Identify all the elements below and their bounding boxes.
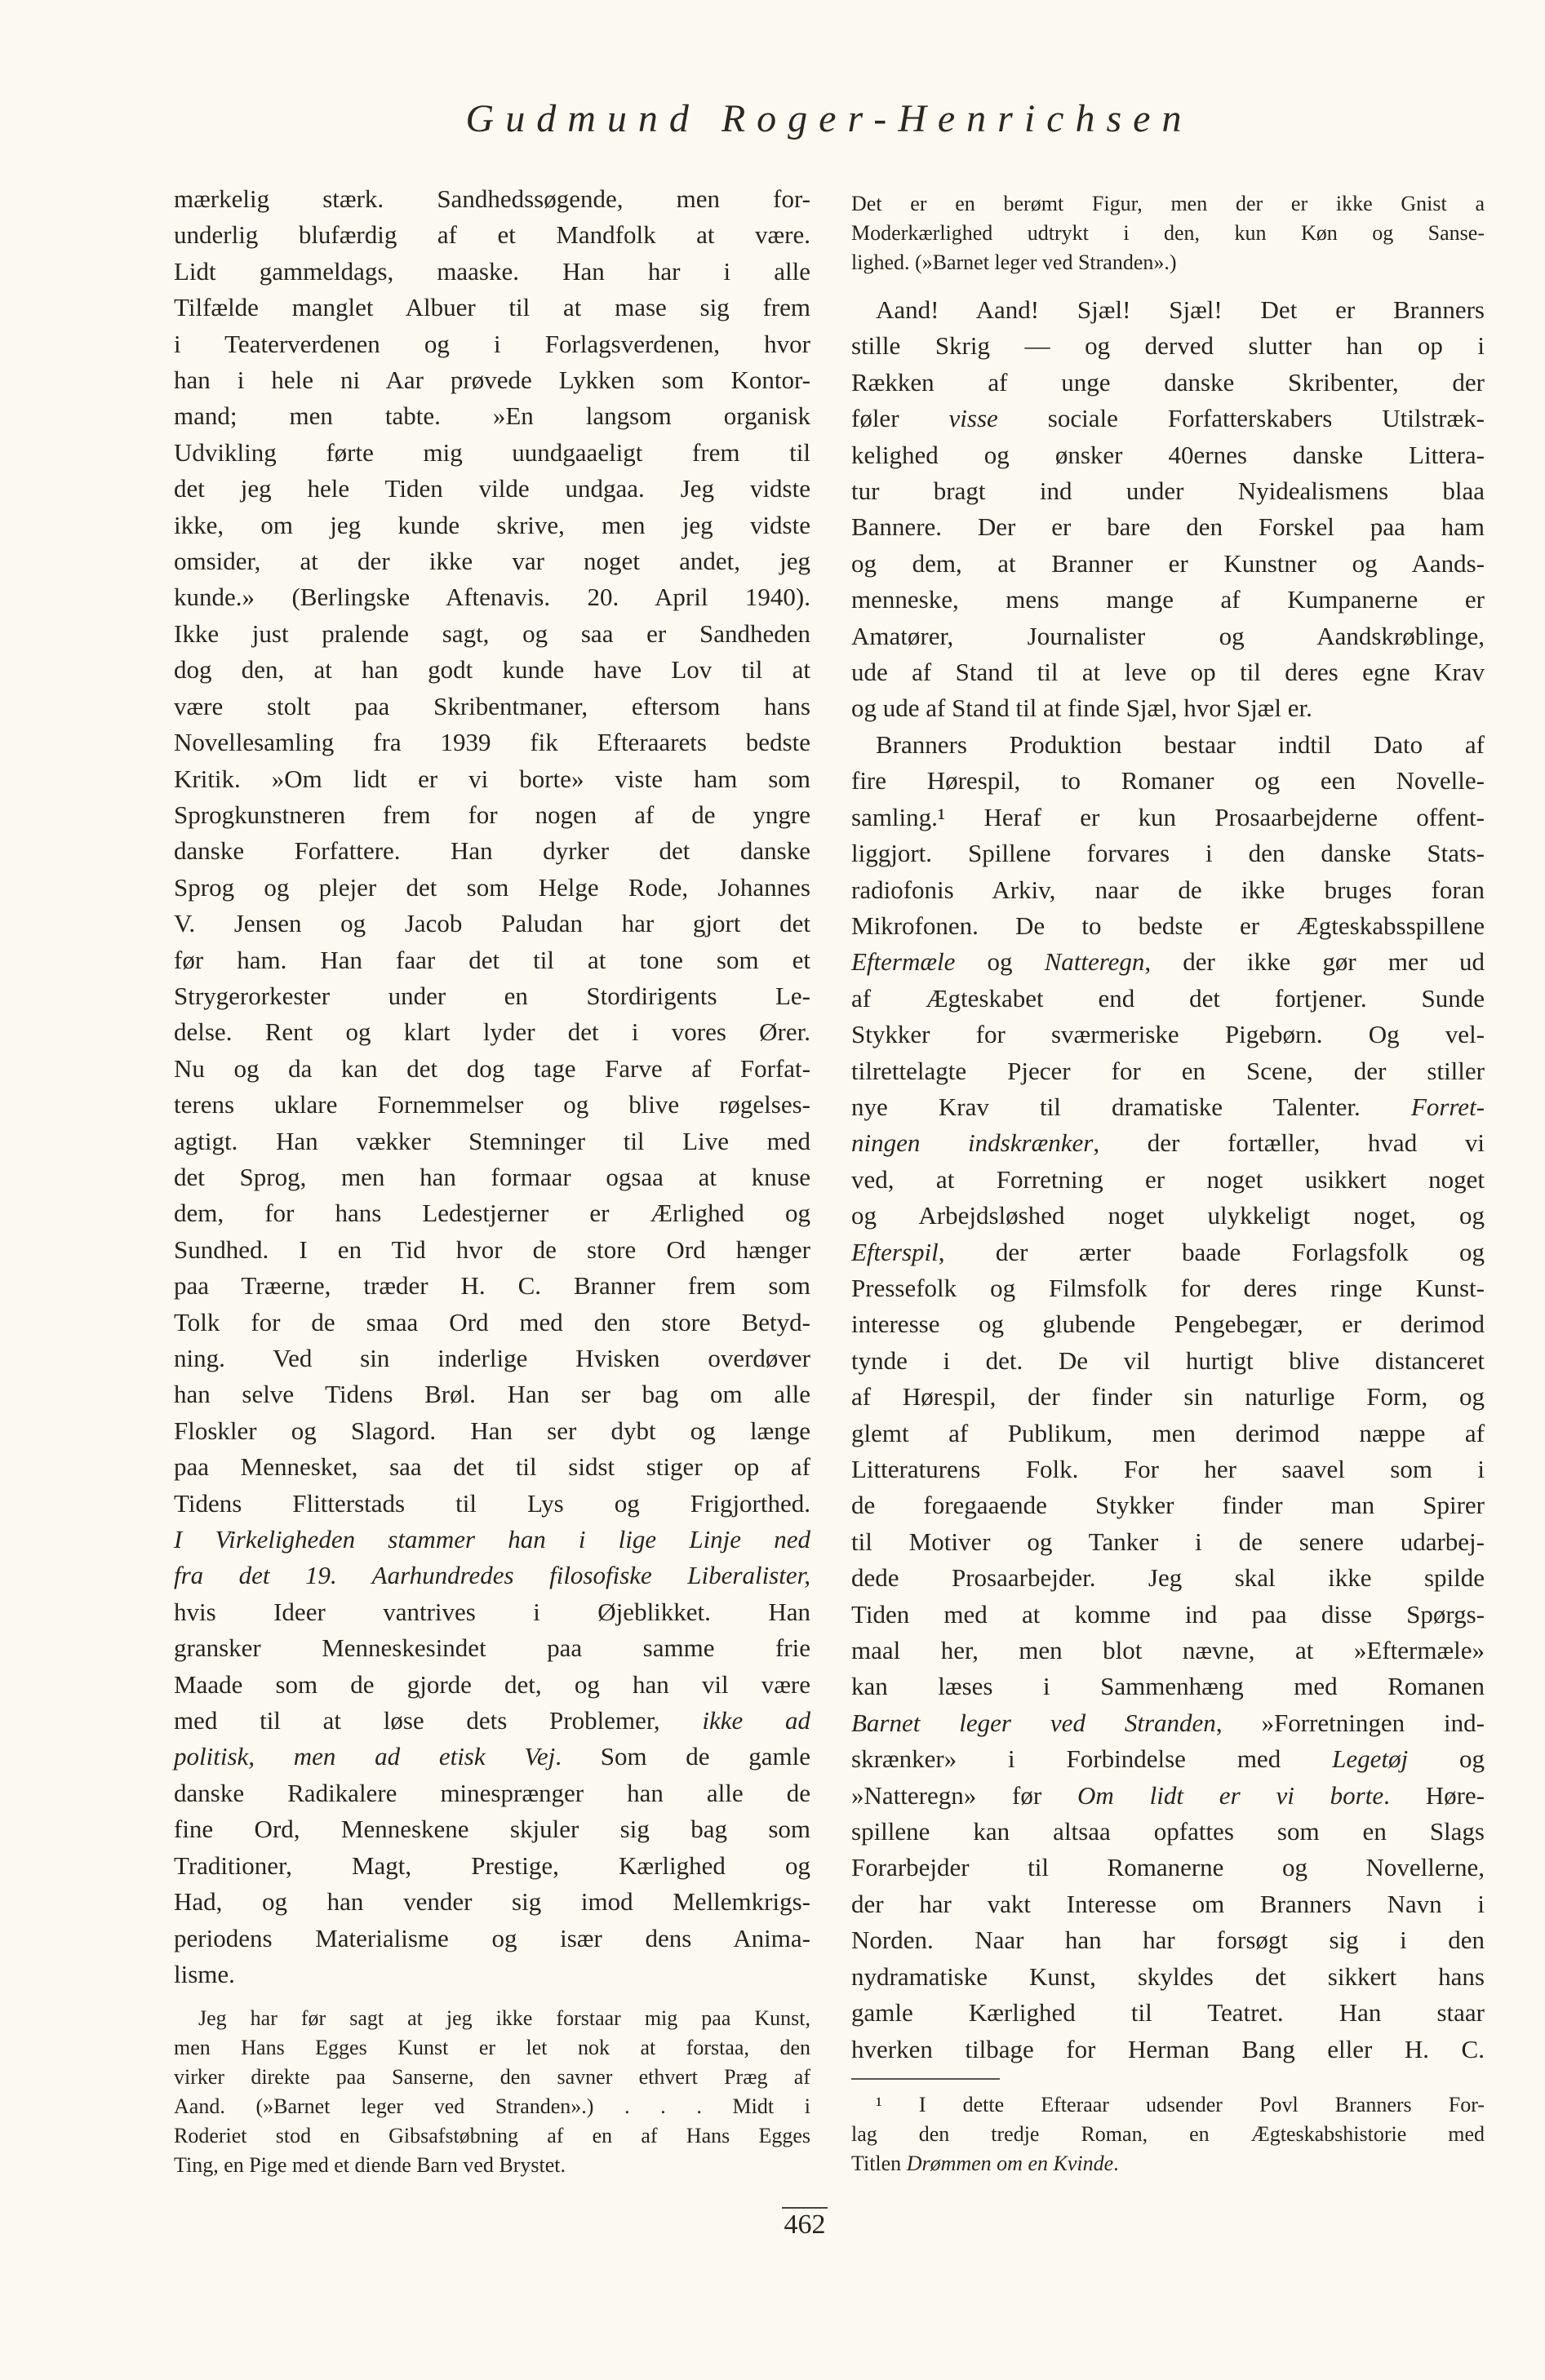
text-run: , der ikke gør mer ud bbox=[1144, 947, 1485, 977]
text-line bbox=[851, 1451, 1485, 1487]
text-run: Kritik. »Om lidt er vi borte» viste ham som bbox=[174, 764, 810, 793]
text-line bbox=[174, 181, 810, 217]
italic-text: visse bbox=[948, 404, 998, 433]
text-line bbox=[174, 761, 810, 797]
text-run: Pressefolk og Filmsfolk for deres ringe Kunst- bbox=[851, 1273, 1485, 1302]
text-run: nydramatiske Kunst, skyldes det sikkert hans bbox=[851, 1961, 1485, 1991]
text-line bbox=[851, 2032, 1485, 2068]
text-run: Ikke just pralende sagt, og saa er Sandheden bbox=[174, 618, 810, 648]
text-run: tilrettelagte Pjecer for en Scene, der stiller bbox=[851, 1056, 1485, 1085]
text-run: nye Krav til dramatiske Talenter. bbox=[851, 1092, 1411, 1121]
text-run: liggjort. Spillene forvares i den danske Stats- bbox=[851, 839, 1485, 868]
text-run: mærkelig stærk. Sandhedssøgende, men for- bbox=[174, 184, 810, 213]
text-run: paa Træerne, træder H. C. Branner frem som bbox=[174, 1271, 810, 1301]
text-run: og ude af Stand til at finde Sjæl, hvor Sjæl er. bbox=[851, 694, 1312, 723]
text-line bbox=[851, 1416, 1485, 1451]
text-line bbox=[174, 1413, 810, 1449]
text-line bbox=[851, 872, 1485, 908]
text-line bbox=[851, 1125, 1485, 1161]
text-run: Aand. (»Barnet leger ved Stranden».) . . . Midt i bbox=[174, 2094, 810, 2118]
text-run: ikke, om jeg kunde skrive, men jeg vidste bbox=[174, 510, 810, 539]
text-run: hvis Ideer vantrives i Øjeblikket. Han bbox=[174, 1597, 810, 1626]
text-run: Sprog og plejer det som Helge Rode, Johannes bbox=[174, 872, 810, 902]
text-run: hverken tilbage for Herman Bang eller H. C. bbox=[851, 2034, 1485, 2063]
text-run: Litteraturens Folk. For her saavel som i bbox=[851, 1455, 1485, 1483]
text-run: mand; men tabte. »En langsom organisk bbox=[174, 401, 810, 431]
text-line bbox=[174, 2092, 810, 2121]
left-column-body bbox=[174, 181, 810, 1992]
text-line bbox=[174, 1522, 810, 1558]
text-run: Tilfælde manglet Albuer til at mase sig frem bbox=[174, 293, 810, 322]
text-line bbox=[174, 2004, 810, 2033]
text-run: paa Mennesket, saa det til sidst stiger op af bbox=[174, 1452, 810, 1482]
text-run: terens uklare Fornemmelser og blive røgelses- bbox=[174, 1090, 810, 1119]
text-line bbox=[174, 2151, 810, 2180]
text-run: gransker Menneskesindet paa samme frie bbox=[174, 1633, 810, 1663]
text-run: ¹ I dette Efteraar udsender Povl Branners For- bbox=[876, 2093, 1485, 2116]
text-line bbox=[174, 652, 810, 688]
text-line bbox=[174, 1486, 810, 1522]
text-line bbox=[851, 328, 1485, 364]
text-run: glemt af Publikum, men derimod næppe af bbox=[851, 1418, 1485, 1447]
text-line bbox=[851, 981, 1485, 1017]
text-line bbox=[174, 1848, 810, 1884]
text-run: Jeg har før sagt at jeg ikke forstaar mig paa Kunst, bbox=[198, 2006, 810, 2030]
text-line bbox=[174, 1703, 810, 1739]
text-line bbox=[174, 290, 810, 326]
text-run: Branners Produktion bestaar indtil Dato af bbox=[876, 729, 1485, 759]
italic-text: Efterspil bbox=[851, 1237, 939, 1266]
text-run: periodens Materialisme og især dens Anima- bbox=[174, 1923, 810, 1952]
text-run: gamle Kærlighed til Teatret. Han staar bbox=[851, 1998, 1485, 2028]
text-run: Maade som de gjorde det, og han vil være bbox=[174, 1669, 810, 1699]
text-run: danske Radikalere minesprænger han alle de bbox=[174, 1778, 810, 1807]
paragraph bbox=[851, 189, 1485, 277]
text-line bbox=[851, 1524, 1485, 1560]
text-line bbox=[174, 1268, 810, 1304]
text-line bbox=[174, 797, 810, 833]
text-line bbox=[851, 219, 1485, 248]
text-run: det Sprog, men han formaar ogsaa at knuse bbox=[174, 1162, 810, 1191]
text-run: Rækken af unge danske Skribenter, der bbox=[851, 367, 1485, 397]
text-line bbox=[174, 1195, 810, 1231]
italic-text: Drømmen om en Kvinde bbox=[906, 2152, 1114, 2175]
text-run: og dem, at Branner er Kunstner og Aands- bbox=[851, 548, 1485, 578]
text-run: menneske, mens mange af Kumpanerne er bbox=[851, 585, 1485, 614]
text-run: Moderkærlighed udtrykt i den, kun Køn og Sanse- bbox=[851, 221, 1485, 245]
text-run: radiofonis Arkiv, naar de ikke bruges foran bbox=[851, 875, 1485, 904]
text-run: dede Prosaarbejder. Jeg skal ikke spilde bbox=[851, 1563, 1485, 1593]
footnote bbox=[851, 2090, 1485, 2178]
text-run: danske Forfattere. Han dyrker det danske bbox=[174, 836, 810, 866]
text-run: og bbox=[1408, 1744, 1485, 1774]
text-line bbox=[174, 2063, 810, 2092]
text-run: Det er en berømt Figur, men der er ikke Gnist a bbox=[851, 192, 1485, 215]
text-line bbox=[851, 1633, 1485, 1669]
text-line bbox=[174, 1739, 810, 1775]
text-line bbox=[174, 1811, 810, 1847]
italic-text: Forret- bbox=[1410, 1092, 1485, 1121]
text-run: ude af Stand til at leve op til deres egne Krav bbox=[851, 658, 1485, 687]
text-run: Tidens Flitterstads til Lys og Frigjorthed. bbox=[174, 1488, 810, 1518]
text-line bbox=[174, 1376, 810, 1412]
text-line bbox=[174, 543, 810, 579]
text-line bbox=[174, 435, 810, 471]
text-run: kunde.» (Berlingske Aftenavis. 20. April 1940). bbox=[174, 583, 810, 612]
text-line bbox=[851, 1487, 1485, 1523]
text-line bbox=[174, 942, 810, 978]
text-line bbox=[851, 690, 1485, 726]
text-line bbox=[851, 1234, 1485, 1270]
text-line bbox=[851, 1053, 1485, 1089]
text-line bbox=[851, 763, 1485, 799]
italic-text: Barnet leger ved Stranden bbox=[851, 1708, 1216, 1737]
text-line bbox=[851, 437, 1485, 473]
text-line bbox=[851, 2120, 1485, 2149]
text-line bbox=[174, 2121, 810, 2151]
text-line bbox=[851, 1886, 1485, 1922]
text-line bbox=[174, 471, 810, 507]
text-run: Bannere. Der er bare den Forskel paa ham bbox=[851, 512, 1485, 542]
text-run: før ham. Han faar det til at tone som et bbox=[174, 945, 810, 974]
text-run: Roderiet stod en Gibsafstøbning af en af Hans Egges bbox=[174, 2124, 810, 2147]
text-run: fire Hørespil, to Romaner og een Novelle- bbox=[851, 766, 1485, 796]
text-line bbox=[174, 507, 810, 543]
text-line bbox=[174, 1558, 810, 1593]
text-line bbox=[174, 362, 810, 398]
text-line bbox=[174, 1014, 810, 1050]
text-run: Floskler og Slagord. Han ser dybt og længe bbox=[174, 1416, 810, 1445]
text-line bbox=[851, 1922, 1485, 1958]
text-line bbox=[851, 1379, 1485, 1415]
text-run: fine Ord, Menneskene skjuler sig bag som bbox=[174, 1815, 810, 1844]
page-number: 462 bbox=[784, 2209, 826, 2240]
text-run: sociale Forfatterskabers Utilstræk- bbox=[997, 404, 1485, 433]
text-run: virker direkte paa Sanserne, den savner ethvert Præg af bbox=[174, 2065, 810, 2089]
text-run: være stolt paa Skribentmaner, eftersom hans bbox=[174, 691, 810, 720]
text-run: lisme. bbox=[174, 1959, 235, 1988]
text-line bbox=[174, 398, 810, 434]
text-line bbox=[174, 579, 810, 615]
text-run: Nu og da kan det dog tage Farve af Forfat- bbox=[174, 1053, 810, 1083]
text-run: Forarbejder til Romanerne og Novellerne, bbox=[851, 1853, 1485, 1882]
text-run: »Natteregn» før bbox=[851, 1780, 1078, 1810]
text-run: kelighed og ønsker 40ernes danske Littera- bbox=[851, 440, 1485, 469]
text-run: det jeg hele Tiden vilde undgaa. Jeg vidste bbox=[174, 474, 810, 503]
text-run: de foregaaende Stykker finder man Spirer bbox=[851, 1491, 1485, 1520]
text-line bbox=[851, 1814, 1485, 1850]
text-run: agtigt. Han vækker Stemninger til Live med bbox=[174, 1126, 810, 1155]
text-line bbox=[851, 1306, 1485, 1342]
right-column-quote bbox=[851, 189, 1485, 277]
text-run: dem, for hans Ledestjerner er Ærlighed og bbox=[174, 1199, 810, 1228]
paragraph bbox=[851, 292, 1485, 727]
text-run: lighed. (»Barnet leger ved Stranden».) bbox=[851, 250, 1177, 274]
left-column-quote bbox=[174, 2004, 810, 2180]
text-run: interesse og glubende Pengebegær, er derimod bbox=[851, 1310, 1485, 1339]
text-run: . Høre- bbox=[1383, 1780, 1485, 1810]
footnote-divider bbox=[851, 2078, 1000, 2080]
text-run: til Motiver og Tanker i de senere udarbej- bbox=[851, 1527, 1485, 1556]
text-run: Tiden med at komme ind paa disse Spørgs- bbox=[851, 1599, 1485, 1629]
text-line bbox=[174, 870, 810, 906]
text-run: ved, at Forretning er noget usikkert noget bbox=[851, 1164, 1485, 1194]
text-line bbox=[851, 248, 1485, 277]
text-line bbox=[851, 1778, 1485, 1814]
text-run: der har vakt Interesse om Branners Navn i bbox=[851, 1889, 1485, 1918]
text-line bbox=[174, 1159, 810, 1195]
text-run: tynde i det. De vil hurtigt blive distanceret bbox=[851, 1345, 1485, 1375]
italic-text: ningen indskrænker bbox=[851, 1128, 1094, 1158]
text-line bbox=[851, 1162, 1485, 1198]
text-line bbox=[851, 944, 1485, 980]
text-line bbox=[174, 725, 810, 760]
text-run: omsider, at der ikke var noget andet, jeg bbox=[174, 547, 810, 576]
text-line bbox=[174, 978, 810, 1014]
italic-text: fra det 19. Aarhundredes filosofiske Liberalister, bbox=[174, 1561, 810, 1590]
text-line bbox=[174, 254, 810, 290]
text-run: Titlen bbox=[851, 2152, 907, 2175]
running-title: Gudmund Roger-Henrichsen bbox=[465, 97, 1193, 140]
text-line bbox=[174, 1667, 810, 1703]
text-run: af Ægteskabet end det fortjener. Sunde bbox=[851, 983, 1485, 1013]
text-line bbox=[174, 1884, 810, 1920]
text-run: underlig blufærdig af et Mandfolk at være. bbox=[174, 220, 810, 250]
paragraph bbox=[174, 2004, 810, 2180]
text-run: V. Jensen og Jacob Paludan har gjort det bbox=[174, 909, 810, 938]
paragraph bbox=[851, 727, 1485, 2068]
text-line bbox=[174, 2033, 810, 2063]
text-run: Aand! Aand! Sjæl! Sjæl! Det er Branners bbox=[876, 295, 1485, 324]
text-run: . bbox=[1113, 2152, 1119, 2175]
text-line bbox=[174, 217, 810, 253]
text-run: Mikrofonen. De to bedste er Ægteskabsspillene bbox=[851, 911, 1485, 940]
text-run: Sprogkunstneren frem for nogen af de yngre bbox=[174, 800, 810, 829]
text-line bbox=[851, 618, 1485, 654]
text-line bbox=[851, 509, 1485, 545]
text-line bbox=[851, 189, 1485, 219]
italic-text: Om lidt er vi borte bbox=[1077, 1780, 1384, 1810]
text-run: . Som de gamle bbox=[555, 1742, 810, 1771]
text-run: delse. Rent og klart lyder det i vores Ører. bbox=[174, 1017, 810, 1047]
text-run: Norden. Naar han har forsøgt sig i den bbox=[851, 1926, 1485, 1955]
text-line bbox=[174, 833, 810, 869]
text-run: dog den, at han godt kunde have Lov til at bbox=[174, 655, 810, 685]
italic-text: ikke ad bbox=[702, 1706, 810, 1735]
text-line bbox=[174, 1124, 810, 1159]
text-run: Novellesamling fra 1939 fik Efteraarets bedste bbox=[174, 728, 810, 757]
text-line bbox=[851, 1995, 1485, 2031]
text-run: af Hørespil, der finder sin naturlige Form, og bbox=[851, 1382, 1485, 1412]
italic-text: Legetøj bbox=[1332, 1744, 1409, 1774]
text-line bbox=[851, 473, 1485, 509]
text-run: og bbox=[955, 947, 1045, 977]
text-run: Tolk for de smaa Ord med den store Betyd- bbox=[174, 1307, 810, 1336]
text-line bbox=[174, 1449, 810, 1485]
text-line bbox=[851, 1705, 1485, 1741]
text-run: Lidt gammeldags, maaske. Han har i alle bbox=[174, 256, 810, 286]
text-run: Sundhed. I en Tid hvor de store Ord hænger bbox=[174, 1234, 810, 1264]
text-run: han selve Tidens Brøl. Han ser bag om alle bbox=[174, 1380, 810, 1409]
text-run: Stykker for sværmeriske Pigebørn. Og vel- bbox=[851, 1020, 1485, 1049]
text-line bbox=[851, 546, 1485, 582]
text-line bbox=[851, 1597, 1485, 1633]
text-line bbox=[851, 654, 1485, 690]
text-line bbox=[174, 1341, 810, 1376]
text-line bbox=[851, 582, 1485, 618]
text-run: Traditioner, Magt, Prestige, Kærlighed og bbox=[174, 1850, 810, 1880]
text-line bbox=[851, 365, 1485, 401]
text-line bbox=[174, 616, 810, 652]
text-run: , der fortæller, hvad vi bbox=[1093, 1128, 1485, 1158]
text-line bbox=[851, 908, 1485, 944]
page-number-rule bbox=[782, 2207, 828, 2209]
text-line bbox=[174, 1087, 810, 1123]
text-run: Amatører, Journalister og Aandskrøblinge, bbox=[851, 621, 1485, 650]
text-line bbox=[851, 1669, 1485, 1704]
text-run: ning. Ved sin inderlige Hvisken overdøver bbox=[174, 1344, 810, 1372]
text-line bbox=[174, 1921, 810, 1957]
text-run: og Arbejdsløshed noget ulykkeligt noget, og bbox=[851, 1201, 1485, 1230]
text-run: lag den tredje Roman, en Ægteskabshistorie med bbox=[851, 2122, 1485, 2146]
text-line bbox=[174, 326, 810, 362]
text-line bbox=[174, 689, 810, 725]
text-line bbox=[851, 292, 1485, 328]
paragraph bbox=[851, 2090, 1485, 2178]
text-line bbox=[174, 1594, 810, 1630]
text-line bbox=[851, 1959, 1485, 1995]
text-run: spillene kan altsaa opfattes som en Slags bbox=[851, 1817, 1485, 1846]
text-line bbox=[174, 1305, 810, 1341]
text-line bbox=[851, 1198, 1485, 1234]
italic-text: politisk, men ad etisk Vej bbox=[174, 1742, 556, 1771]
text-run: Strygerorkester under en Stordirigents Le- bbox=[174, 981, 810, 1010]
text-line bbox=[851, 2149, 1485, 2178]
text-run: stille Skrig — og derved slutter han op i bbox=[851, 331, 1485, 361]
text-line bbox=[851, 1017, 1485, 1053]
text-line bbox=[851, 1560, 1485, 1596]
text-line bbox=[851, 727, 1485, 763]
text-run: men Hans Egges Kunst er let nok at forstaa, den bbox=[174, 2036, 810, 2059]
text-line bbox=[851, 1270, 1485, 1306]
text-line bbox=[851, 1089, 1485, 1125]
italic-text: I Virkeligheden stammer han i lige Linje ned bbox=[174, 1525, 810, 1554]
text-line bbox=[174, 906, 810, 942]
text-line bbox=[174, 1775, 810, 1811]
text-run: samling.¹ Heraf er kun Prosaarbejderne offent- bbox=[851, 802, 1485, 831]
text-run: med til at løse dets Problemer, bbox=[174, 1706, 703, 1735]
text-run: maal her, men blot nævne, at »Eftermæle» bbox=[851, 1636, 1485, 1665]
text-run: , der ærter baade Forlagsfolk og bbox=[938, 1237, 1485, 1266]
text-run: i Teaterverdenen og i Forlagsverdenen, hvor bbox=[174, 329, 810, 358]
text-run: han i hele ni Aar prøvede Lykken som Kontor- bbox=[174, 366, 810, 395]
text-line bbox=[851, 835, 1485, 871]
text-line bbox=[174, 1957, 810, 1992]
text-line bbox=[851, 1741, 1485, 1777]
text-line bbox=[851, 1850, 1485, 1886]
text-run: skrænker» i Forbindelse med bbox=[851, 1744, 1333, 1774]
text-run: føler bbox=[851, 404, 949, 433]
text-line bbox=[851, 2090, 1485, 2120]
text-line bbox=[851, 401, 1485, 437]
text-line bbox=[851, 1343, 1485, 1379]
right-column-body bbox=[851, 292, 1485, 2068]
paragraph bbox=[174, 181, 810, 1992]
text-run: tur bragt ind under Nyidealismens blaa bbox=[851, 476, 1485, 506]
italic-text: Natteregn bbox=[1044, 947, 1145, 977]
text-line bbox=[174, 1232, 810, 1268]
text-run: Ting, en Pige med et diende Barn ved Brystet. bbox=[174, 2153, 566, 2177]
text-line bbox=[174, 1051, 810, 1087]
text-run: , »Forretningen ind- bbox=[1215, 1708, 1485, 1737]
text-line bbox=[174, 1630, 810, 1666]
text-run: kan læses i Sammenhæng med Romanen bbox=[851, 1672, 1485, 1701]
italic-text: Eftermæle bbox=[851, 947, 956, 977]
text-run: Had, og han vender sig imod Mellemkrigs- bbox=[174, 1887, 810, 1917]
text-run: Udvikling førte mig uundgaaeligt frem til bbox=[174, 437, 810, 467]
text-line bbox=[851, 800, 1485, 835]
